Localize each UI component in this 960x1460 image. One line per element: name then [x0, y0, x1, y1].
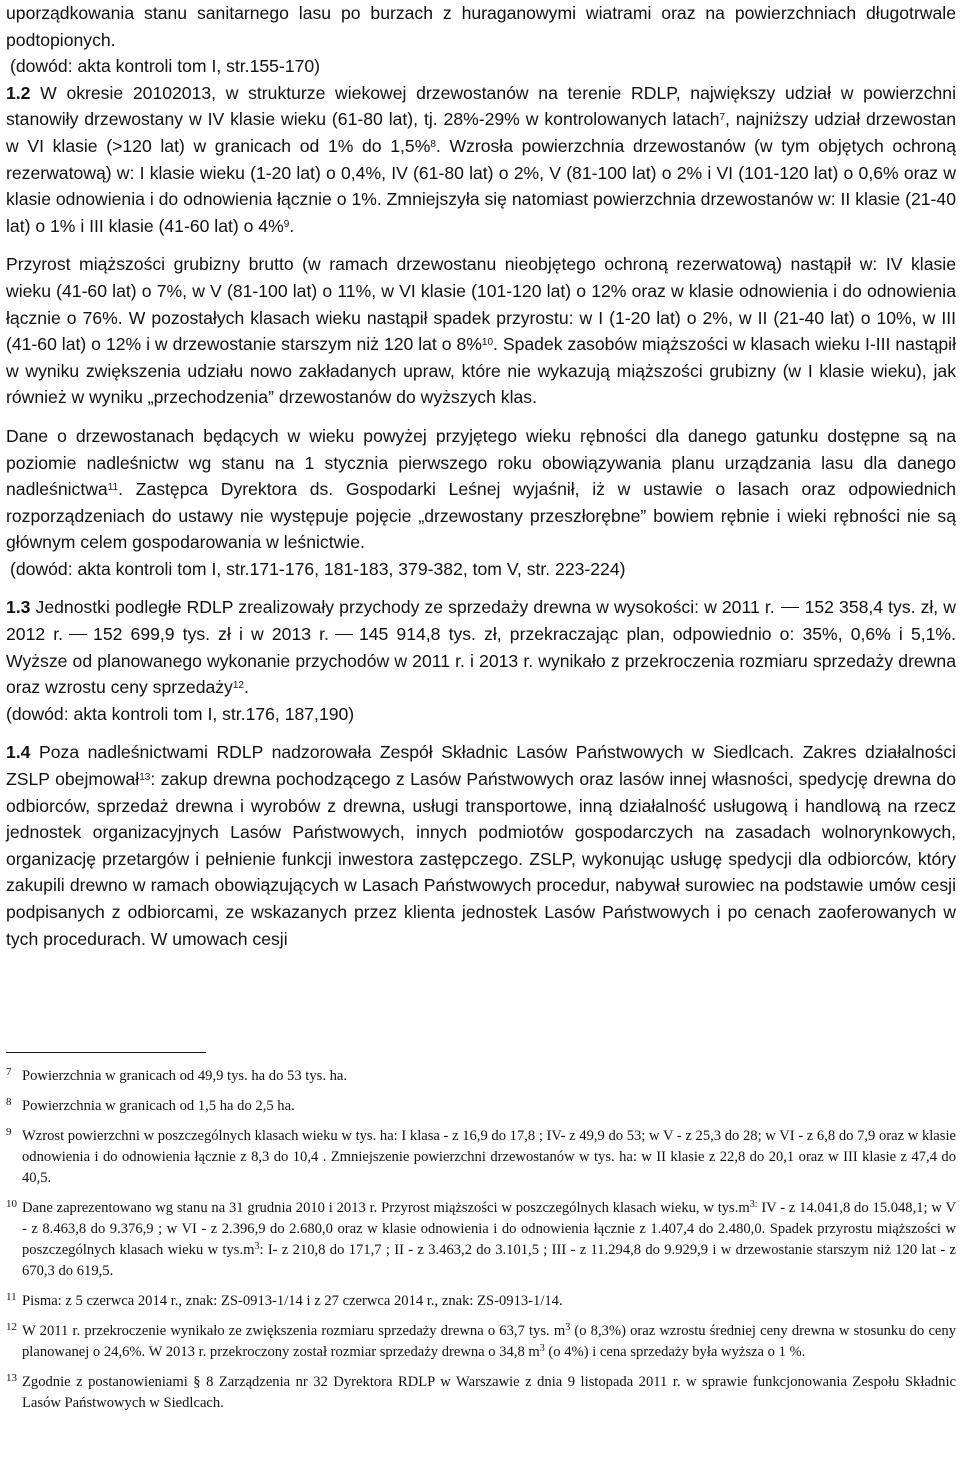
paragraph-data [6, 423, 956, 556]
footnote-number: 11 [6, 1291, 17, 1303]
footnote-text: Powierzchnia w granicach od 49,9 tys. ha do 53 tys. ha. [22, 1068, 348, 1084]
text-run: W 2011 r. przekroczenie wynikało ze zwiększenia rozmiaru sprzedaży drewna o 63,7 tys. m [22, 1323, 566, 1339]
footnote-ref[interactable]: 11 [107, 482, 119, 494]
footnote-number: 7 [6, 1066, 12, 1078]
dash-symbol [781, 607, 799, 608]
superscript: 3 [254, 1241, 260, 1252]
footnote-8 [6, 1096, 956, 1117]
footnote-ref[interactable]: 9 [283, 218, 290, 230]
footnote-number: 9 [6, 1126, 12, 1138]
intro-text: uporządkowania stanu sanitarnego lasu po burzach z huraganowymi wiatrami oraz na powierzchniach długotrwale podtopionych. [6, 3, 956, 50]
footnote-7 [6, 1066, 956, 1087]
text-run: 145 914,8 tys. zł, przekraczając plan, odpowiednio o: 35%, 0,6% i 5,1%. Wyższe od planowanego wykonanie przychodów w 2011 r. i 2013 r. wynikało z przekroczenia rozmiaru sprzedaży drewna oraz wzrostu ceny sprzedaży [6, 624, 956, 698]
section-number: 1.3 [6, 597, 31, 618]
evidence-text: (dowód: akta kontroli tom I, str.155-170) [10, 56, 320, 77]
text-run: . [243, 677, 249, 698]
text-run: . Spadek zasobów miąższości w klasach wieku I-III nastąpił w wyniku zwiększenia udziału nowo zakładanych upraw, które nie wykazują miąższości grubizny (w I klasie wieku), jak również w wyniku „przechodzenia” drzewostanów do wyższych klas. [6, 334, 956, 408]
text-run: Przyrost miąższości grubizny brutto (w ramach drzewostanu nieobjętego ochroną rezerwatową) nastąpił w: IV klasie wieku (41-60 lat) o 7%, w V (81-100 lat) o 11%, w VI klasie (101-120 lat) o 12% oraz w klasie odnowienia i do odnowienia łącznie o 76%. W pozostałych klasach wieku nastąpił spadek przyrostu: w I (1-20 lat) o 2%, w II (21-40 lat) o 10%, w III (41-60 lat) o 12% i w drzewostanie starszym niż 120 lat o 8% [6, 254, 956, 355]
text-run: Dane o drzewostanach będących w wieku powyżej przyjętego wieku rębności dla danego gatunku dostępne są na poziomie nadleśnictw wg stanu na 1 stycznia pierwszego roku obowiązywania planu urządzania lasu dla danego nadleśnictwa [6, 425, 956, 500]
footnote-ref[interactable]: 12 [232, 680, 244, 692]
text-run: 152 699,9 tys. zł i w 2013 r. [93, 624, 329, 645]
text-run: (o 4%) i cena sprzedaży była wyższa o 1 %. [544, 1344, 806, 1360]
footnote-number: 13 [6, 1372, 17, 1384]
text-run: : I- z 210,8 do 171,7 ; II - z 3.463,2 do 3.101,5 ; III - z 11.294,8 do 9.929,9 i w drzewostanie starszym niż 120 lat - z 670,3 do 619,5. [22, 1242, 956, 1279]
paragraph-1-3 [6, 594, 956, 700]
evidence-text: (dowód: akta kontroli tom I, str.176, 187,190) [6, 703, 355, 724]
superscript: 3 [565, 1322, 571, 1333]
evidence-note [6, 556, 956, 583]
footnote-separator [6, 1052, 206, 1053]
footnote-text: Powierzchnia w granicach od 1,5 ha do 2,5 ha. [22, 1098, 295, 1114]
footnote-text: Zgodnie z postanowieniami § 8 Zarządzenia nr 32 Dyrektora RDLP w Warszawie z dnia 9 listopada 2011 r. w sprawie funkcjonowania Zespołu Składnic Lasów Państwowych w Siedlcach. [22, 1374, 956, 1411]
dash-symbol [335, 634, 353, 635]
spacer [6, 239, 956, 251]
document-page [6, 0, 956, 1411]
footnote-number: 12 [6, 1321, 17, 1333]
footnote-number: 10 [6, 1198, 17, 1210]
spacer [6, 582, 956, 594]
text-run: Jednostki podległe RDLP zrealizowały przychody ze sprzedaży drewna w wysokości: w 2011 r. [30, 597, 775, 618]
footnote-12 [6, 1321, 956, 1363]
text-run: (o 8,3%) oraz wzrostu średniej ceny drewna w stosunku do ceny planowanej o 24,6%. W 2013 r. przekroczony został rozmiar sprzedaży drewna o 34,8 m [22, 1323, 956, 1360]
paragraph-intro [6, 0, 956, 53]
spacer [6, 411, 956, 423]
paragraph-growth [6, 251, 956, 411]
dash-symbol [69, 634, 87, 635]
footnote-9 [6, 1126, 956, 1189]
main-text [6, 0, 956, 952]
section-number: 1.2 [6, 82, 31, 103]
text-run: , najniższy udział drzewostan w VI klasie (>120 lat) w granicach od 1% do 1,5% [6, 109, 956, 156]
paragraph-1-4 [6, 739, 956, 952]
footnote-text: Wzrost powierzchni w poszczególnych klasach wieku w tys. ha: I klasa - z 16,9 do 17,8 ; IV- z 49,9 do 53; w V - z 25,3 do 28; w VI - z 6,8 do 7,9 oraz w klasie odnowienia i do odnowienia łącznie z 8,3 do 10,4 . Zmniejszenie powierzchni drzewostanów w tys. ha: w II klasie z 22,8 do 20,1 oraz w III klasie z 47,4 do 40,5. [22, 1128, 956, 1186]
footnote-number: 8 [6, 1096, 12, 1108]
footnotes [6, 1066, 956, 1423]
text-run: . Wzrosła powierzchnia drzewostanów (w tym objętych ochroną rezerwatową) w: I klasie wieku (1-20 lat) o 0,4%, IV (61-80 lat) o 2%, V (81-100 lat) o 2% i VI (101-120 lat) o 0,6% oraz w klasie odnowienia i do odnowienia łącznie o 1%. Zmniejszyła się natomiast powierzchnia drzewostanów w: II klasie (21-40 lat) o 1% i III klasie (41-60 lat) o 4% [6, 135, 956, 236]
footnote-text [22, 1321, 956, 1363]
footnote-13 [6, 1372, 956, 1414]
evidence-note [6, 701, 956, 728]
footnote-ref[interactable]: 13 [139, 772, 151, 784]
footnote-10 [6, 1198, 956, 1282]
text-run: 152 358,4 tys. zł, w 2012 r. [6, 597, 956, 645]
text-run: IV - z 14.041,8 do 15.048,1; w V - z 8.463,8 do 9.376,9 ; w VI - z 2.396,9 do 2.680,0 oraz w klasie odnowienia i do odnowienia łącznie z 1.407,4 do 2.480,0. Spadek przyrostu miąższości w poszczególnych klasach wieku w tys.m [22, 1200, 956, 1258]
text-run: W okresie 20102013, w strukturze wiekowej drzewostanów na terenie RDLP, największy udział w powierzchni stanowiły drzewostany w IV klasie wieku (61-80 lat), tj. 28%-29% w kontrolowanych latach [6, 82, 956, 130]
text-run: : zakup drewna pochodzącego z Lasów Państwowych oraz lasów innej własności, spedycję drewna do odbiorców, sprzedaż drewna i wyrobów z drewna, usługi transportowe, inną działalność usługową i handlową na rzecz jednostek organizacyjnych Lasów Państwowych, innych podmiotów gospodarczych na zasadach wolnorynkowych, organizację przetargów i pełnienie funkcji inwestora zastępczego. ZSLP, wykonując usługę spedycji dla odbiorców, który zakupili drewno w ramach obowiązujących w Lasach Państwowych procedur, nabywał surowiec na podstawie umów cesji podpisanych z odbiorcami, ze wskazanych przez klienta jednostek Lasów Państwowych i po cenach zaoferowanych w tych procedurach. W umowach cesji [6, 769, 956, 949]
section-number: 1.4 [6, 742, 31, 763]
text-run: Dane zaprezentowano wg stanu na 31 grudnia 2010 i 2013 r. Przyrost miąższości w poszczególnych klasach wieku, w tys.m [22, 1200, 750, 1216]
text-run: . [289, 215, 295, 236]
superscript: 3 [539, 1343, 545, 1354]
evidence-note [6, 53, 956, 80]
footnote-ref[interactable]: 7 [719, 112, 726, 124]
paragraph-1-2 [6, 80, 956, 240]
footnote-text [22, 1198, 956, 1282]
text-run: Poza nadleśnictwami RDLP nadzorowała Zespół Składnic Lasów Państwowych w Siedlcach. Zakres działalności ZSLP obejmował [6, 742, 956, 790]
evidence-text: (dowód: akta kontroli tom I, str.171-176, 181-183, 379-382, tom V, str. 223-224) [10, 558, 626, 579]
spacer [6, 727, 956, 739]
superscript: 3: [749, 1199, 758, 1210]
text-run: . Zastępca Dyrektora ds. Gospodarki Leśnej wyjaśnił, iż w ustawie o lasach oraz odpowiednich rozporządzeniach do ustawy nie występuje pojęcie „drzewostany przeszłorębne” bowiem rębnie i wieki rębności nie są głównym celem gospodarowania w leśnictwie. [6, 479, 956, 553]
footnote-ref[interactable]: 8 [430, 138, 436, 150]
footnote-11 [6, 1291, 956, 1312]
footnote-text: Pisma: z 5 czerwca 2014 r., znak: ZS-0913-1/14 i z 27 czerwca 2014 r., znak: ZS-0913-1/14. [22, 1293, 563, 1309]
footnote-ref[interactable]: 10 [481, 337, 494, 349]
